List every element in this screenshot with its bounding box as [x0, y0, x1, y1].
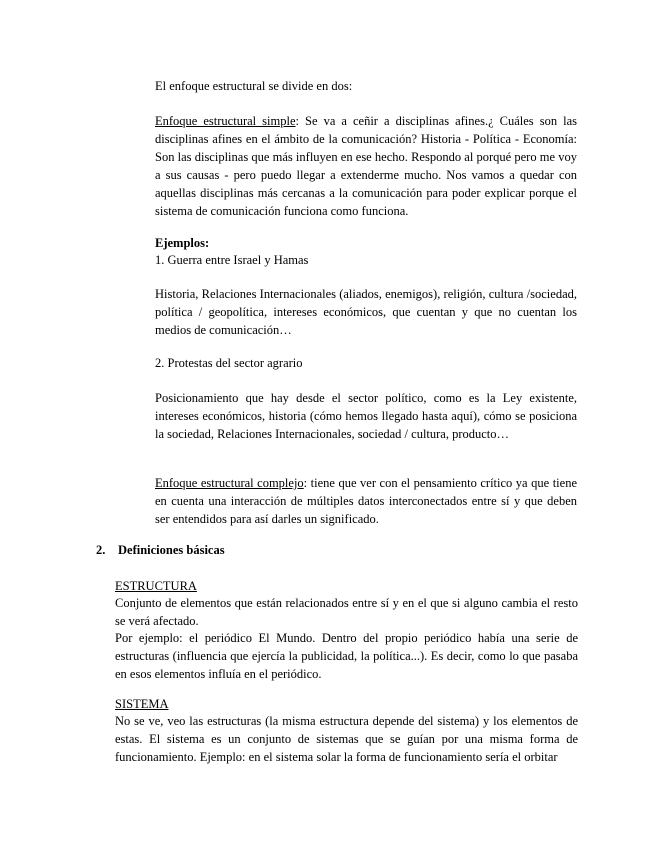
examples-title: Ejemplos: — [155, 236, 210, 250]
simple-approach-paragraph — [155, 112, 577, 220]
complex-approach-paragraph — [155, 474, 577, 528]
example-1-title: 1. Guerra entre Israel y Hamas — [155, 253, 309, 267]
intro-text: El enfoque estructural se divide en dos: — [155, 79, 353, 93]
estructura-example: Por ejemplo: el periódico El Mundo. Dentro del propio periódico había una serie de estructuras (influencia que ejercía la publicidad, la política...). Es decir, como lo que pasaba en esos elementos influía en el periódico. — [115, 631, 578, 681]
estructura-definition: Conjunto de elementos que están relacionados entre sí y en el que si alguno cambia el resto se verá afectado. — [115, 596, 578, 628]
example-2-text: Posicionamiento que hay desde el sector político, como es la Ley existente, intereses económicos, historia (cómo hemos llegado hasta aquí), cómo se posiciona la sociedad, Relaciones Internacionales, sociedad / cultura, producto… — [155, 391, 577, 441]
simple-approach-text: : Se va a ceñir a disciplinas afines.¿ Cuáles son las disciplinas afines en el ámbito de la comunicación? Historia - Política - Economía: Son las disciplinas que más influyen en ese hecho. Respondo al porqué pero me voy a sus causas - pero puedo llegar a extenderme mucho. Nos vamos a quedar con aquellas disciplinas más cercanas a la comunicación para poder explicar porque el sistema de comunicación funciona como funciona. — [155, 114, 577, 218]
sistema-definition: No se ve, veo las estructuras (la misma estructura depende del sistema) y los elementos de estas. El sistema es un conjunto de sistemas que se guían por una misma forma de funcionamiento. Ejemplo: en el sistema solar la forma de funcionamiento sería el orbitar — [115, 714, 578, 764]
example-1-text: Historia, Relaciones Internacionales (aliados, enemigos), religión, cultura /sociedad, política / geopolítica, intereses económicos, que cuentan y que no cuentan los medios de comunicación… — [155, 287, 577, 337]
section-2-title: Definiciones básicas — [118, 543, 225, 557]
section-2-number: 2. — [96, 543, 106, 557]
example-2-title: 2. Protestas del sector agrario — [155, 356, 303, 370]
estructura-title: ESTRUCTURA — [115, 579, 197, 593]
simple-approach-term: Enfoque estructural simple — [155, 114, 296, 128]
complex-approach-term: Enfoque estructural complejo — [155, 476, 304, 490]
sistema-title: SISTEMA — [115, 697, 169, 711]
complex-approach-text: : tiene que ver con el pensamiento crítico ya que tiene en cuenta una interacción de múltiples datos interconectados entre sí y que deben ser entendidos para así darles un significado. — [155, 476, 577, 526]
